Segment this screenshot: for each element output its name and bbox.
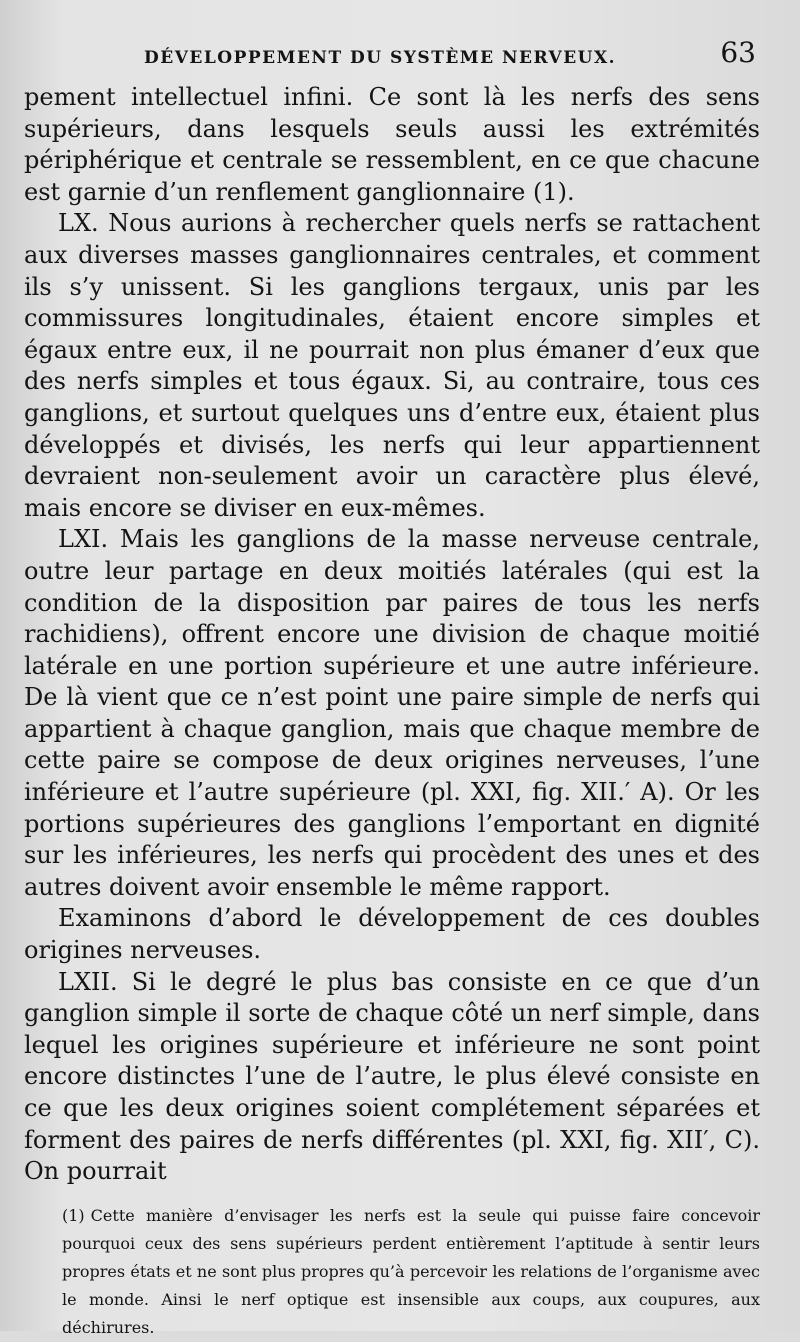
footnote (24, 1202, 760, 1342)
body-text (24, 82, 760, 1188)
footnote-text: Cette manière d’envisager les nerfs est la seule qui puisse faire concevoir pourquoi ceux des sens supérieurs perdent entièrement l’aptitude à sentir leurs propres états et ne sont plus propres qu’à percevoir les relations de l’organisme avec le monde. Ainsi le nerf optique est insensible aux coups, aux coupures, aux déchirures. (62, 1205, 760, 1337)
page-number: 63 (720, 36, 756, 69)
paragraph-lx: LX. Nous aurions à rechercher quels nerfs se rattachent aux diverses masses ganglionnaires centrales, et comment ils s’y unissent. Si les ganglions tergaux, unis par les commissures longitudinales, étaient encore simples et égaux entre eux, il ne pourrait non plus émaner d’eux que des nerfs simples et tous égaux. Si, au contraire, tous ces ganglions, et surtout quelques uns d’entre eux, étaient plus développés et divisés, les nerfs qui leur appartiennent devraient non-seulement avoir un caractère plus élevé, mais encore se diviser en eux-mêmes. (24, 209, 760, 522)
paragraph-continuation: pement intellectuel infini. Ce sont là les nerfs des sens supérieurs, dans lesquels seuls aussi les extrémités périphérique et centrale se ressemblent, en ce que chacune est garnie d’un renflement ganglionnaire (1). (24, 83, 760, 206)
running-head (24, 30, 760, 82)
footnote-mark: (1) (62, 1205, 85, 1225)
paragraph-lxii: LXII. Si le degré le plus bas consiste en ce que d’un ganglion simple il sorte de chaque côté un nerf simple, dans lequel les origines supérieure et inférieure ne sont point encore distinctes l’une de l’autre, le plus élevé consiste en ce que les deux origines soient complétement séparées et forment des paires de nerfs différentes (pl. XXI, fig. XII′, C). On pourrait (24, 967, 760, 1186)
running-title: DÉVELOPPEMENT DU SYSTÈME NERVEUX. (144, 48, 617, 68)
paragraph-examinons: Examinons d’abord le développement de ces doubles origines nerveuses. (24, 904, 760, 965)
paragraph-lxi: LXI. Mais les ganglions de la masse nerveuse centrale, outre leur partage en deux moitiés latérales (qui est la condition de la disposition par paires de tous les nerfs rachidiens), offrent encore une division de chaque moitié latérale en une portion supérieure et une autre inférieure. De là vient que ce n’est point une paire simple de nerfs qui appartient à chaque ganglion, mais que chaque membre de cette paire se compose de deux origines nerveuses, l’une inférieure et l’autre supérieure (pl. XXI, fig. XII.′ A). Or les portions supérieures des ganglions l’emportant en dignité sur les inférieures, les nerfs qui procèdent des unes et des autres doivent avoir ensemble le même rapport. (24, 525, 760, 901)
